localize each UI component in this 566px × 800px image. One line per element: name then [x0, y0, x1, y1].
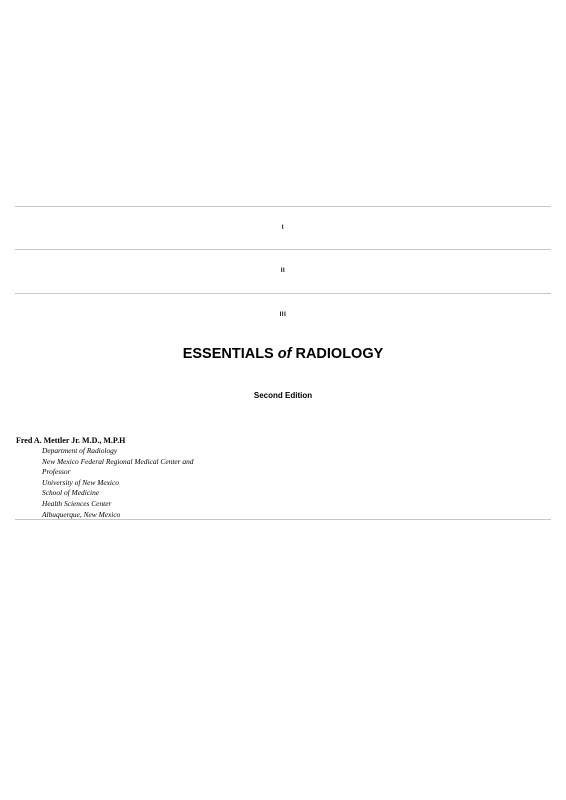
roman-numeral-ii: II: [280, 268, 286, 274]
title-part-radiology: RADIOLOGY: [291, 346, 384, 362]
title-part-of: of: [277, 346, 292, 362]
title-part-essentials: ESSENTIALS: [182, 346, 278, 362]
affiliation-line: University of New Mexico: [42, 477, 119, 487]
divider-2: [15, 249, 551, 250]
affiliation-line: School of Medicine: [42, 488, 100, 498]
roman-numeral-i: I: [281, 225, 285, 231]
affiliation-line: Professor: [42, 467, 71, 477]
divider-4: [15, 519, 551, 520]
author-block: [16, 435, 193, 520]
divider-1: [15, 206, 551, 207]
book-title: [0, 345, 566, 363]
affiliation-line: New Mexico Federal Regional Medical Center and: [42, 456, 194, 466]
affiliation-line: Albuquerque, New Mexico: [42, 509, 121, 519]
roman-numeral-iii: III: [279, 312, 287, 318]
divider-3: [15, 293, 551, 294]
affiliation-line: Department of Radiology: [42, 446, 118, 455]
affiliation-line: Health Sciences Center: [42, 498, 112, 508]
edition-label: Second Edition: [253, 391, 313, 400]
author-name: Fred A. Mettler Jr. M.D., M.P.H: [16, 436, 126, 445]
